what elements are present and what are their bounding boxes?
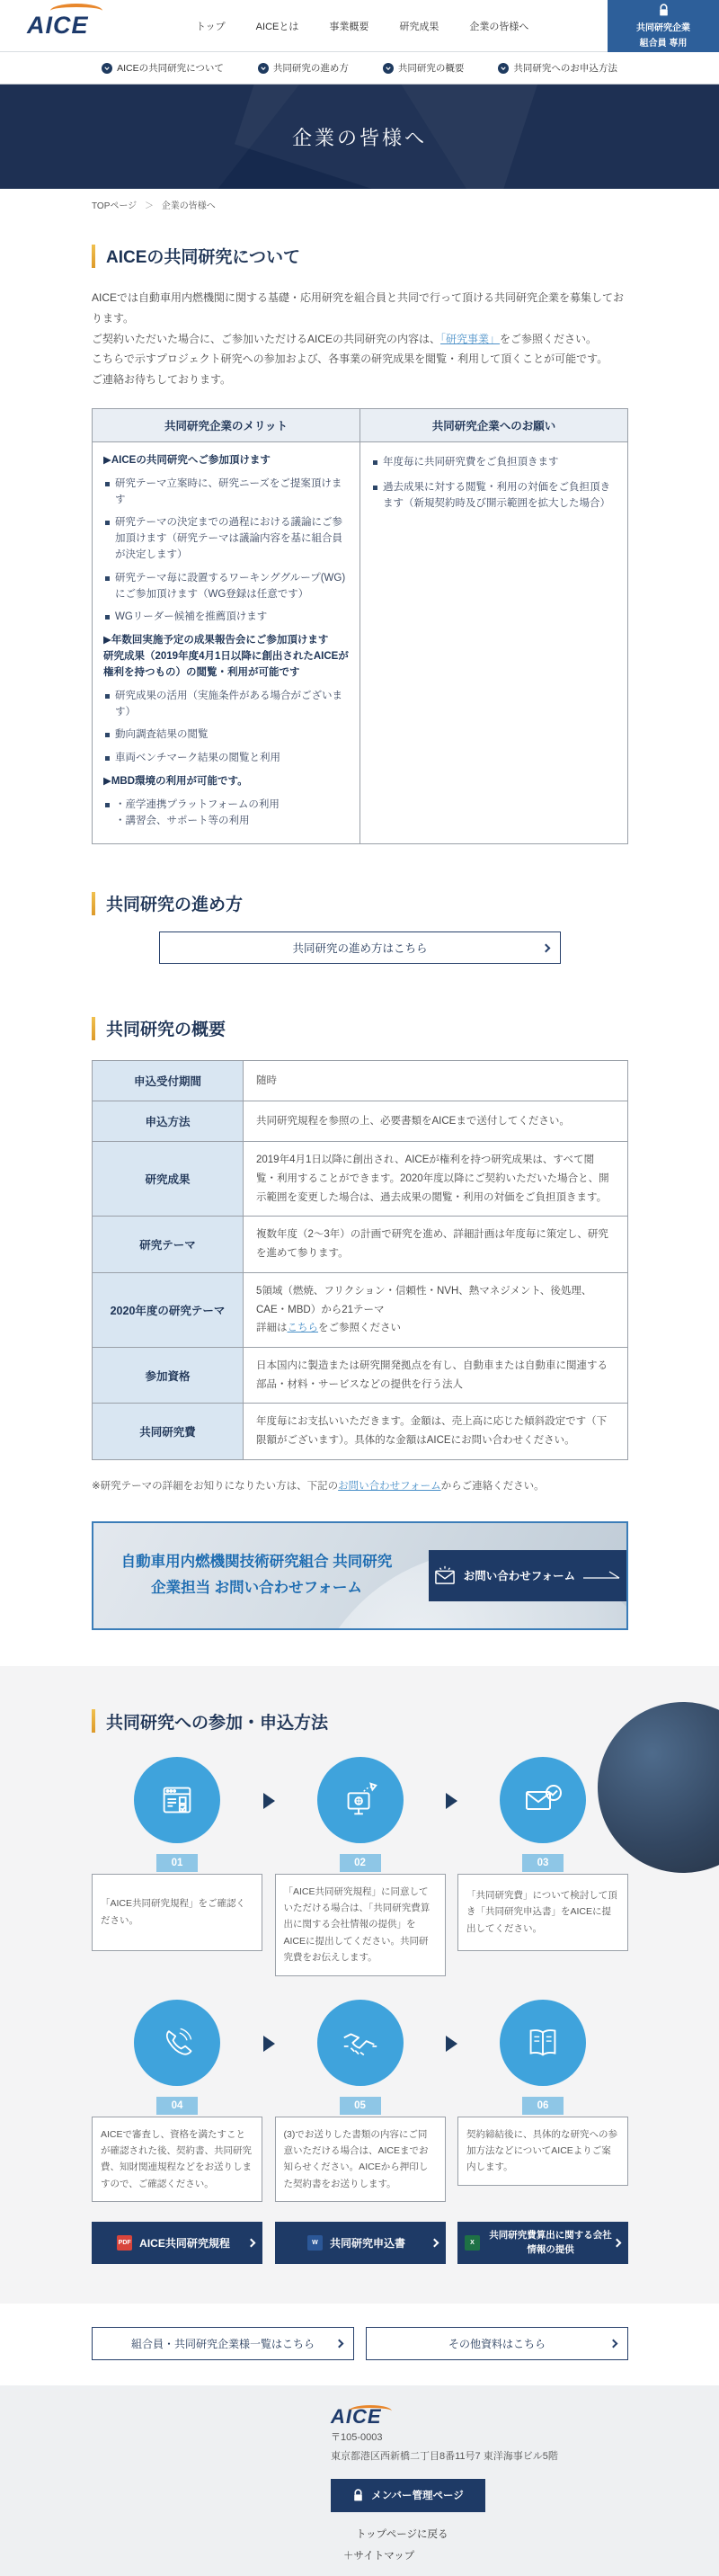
step-number: 04 <box>156 2097 198 2115</box>
nav-item-results[interactable]: 研究成果 <box>399 22 439 32</box>
step-badges-row1 <box>92 1854 628 1872</box>
circle-down-arrow-icon <box>102 63 112 74</box>
brand-name: AICE <box>27 12 89 39</box>
handshake-icon <box>340 2022 381 2063</box>
step-description: 「AICE共同研究規程」をご確認ください。 <box>92 1874 262 1951</box>
page-title: 企業の皆様へ <box>291 126 427 149</box>
breadcrumb-current: 企業の皆様へ <box>161 201 216 211</box>
row-value: 共同研究規程を参照の上、必要書類をAICEまで送付してください。 <box>244 1101 628 1142</box>
table-row <box>93 1404 628 1459</box>
document-check-icon <box>156 1779 198 1821</box>
nav-item-business[interactable]: 事業概要 <box>329 22 369 32</box>
step3-circle <box>500 1757 586 1843</box>
flow-arrow-icon <box>263 2036 275 2052</box>
process-detail-button[interactable]: 共同研究の進め方はこちら <box>159 931 561 964</box>
intro-line2: ご契約いただいた場合に、ご参加いただけるAICEの共同研究の内容は、「研究事業」をご参照ください。 <box>92 332 598 345</box>
step-description: 契約締結後に、具体的な研究への参加方法などについてAICEよりご案内します。 <box>457 2117 628 2186</box>
intro-line3: こちらで示すプロジェクト研究への参加および、各事業の研究成果を閲覧・利用して頂くことが可能です。 <box>92 352 608 366</box>
bottom-links <box>92 2327 628 2360</box>
table-row <box>93 1272 628 1347</box>
other-materials-button[interactable]: その他資料はこちら <box>366 2327 628 2360</box>
step-description: 「共同研究費」について検討して頂き「共同研究申込書」をAICEに提出してください。 <box>457 1874 628 1951</box>
merit-item: ▶AICEの共同研究へご参加頂けます <box>103 454 271 466</box>
step5-circle <box>317 2000 404 2086</box>
row-value: 年度毎にお支払いいただきます。金額は、売上高に応じた傾斜設定です（下限額がございます）。具体的な金額はAICEにお問い合わせください。 <box>244 1404 628 1459</box>
themes-line1: 5領域（燃焼、フリクション・信頼性・NVH、熱マネジメント、後処理、CAE・MBD）から21テーマ <box>256 1285 592 1315</box>
step4-circle <box>134 2000 220 2086</box>
mail-icon <box>434 1565 456 1585</box>
flow-arrow-icon <box>263 1793 275 1809</box>
section-title: 共同研究への参加・申込方法 <box>92 1709 628 1734</box>
lock-icon <box>658 4 670 17</box>
themes-detail-link[interactable]: こちら <box>287 1323 318 1334</box>
breadcrumb-separator: ＞ <box>144 201 154 211</box>
table-row <box>93 1347 628 1403</box>
contact-form-button[interactable]: お問い合わせフォーム <box>429 1550 626 1601</box>
merit-item: ▶年数回実施予定の成果報告会にご参加頂けます <box>103 635 329 646</box>
step-number: 05 <box>340 2097 381 2115</box>
merit-item: 車両ベンチマーク結果の閲覧と利用 <box>103 751 349 767</box>
merit-item: 研究成果（2019年度4月1日以降に創出されたAICEが権利を持つもの）の閲覧・利用が可能です <box>103 651 349 678</box>
step-number: 03 <box>522 1854 564 1872</box>
step-boxes-row1 <box>92 1874 628 1976</box>
breadcrumb <box>92 198 719 211</box>
open-book-icon <box>522 2022 564 2063</box>
step-number: 02 <box>340 1854 381 1872</box>
lock-icon <box>352 2489 364 2502</box>
row-label: 共同研究費 <box>93 1404 244 1459</box>
anchor-overview[interactable]: 共同研究の概要 <box>383 61 465 75</box>
contact-banner-title: 自動車用内燃機関技術研究組合 共同研究企業担当 お問い合わせフォーム <box>120 1554 393 1597</box>
request-item: 過去成果に対する閲覧・利用の対価をご負担頂きます（新規契約時及び開示範囲を拡大した場合） <box>371 480 617 513</box>
excel-file-icon: X <box>465 2235 480 2251</box>
footer-address <box>331 2429 719 2466</box>
merit-item: 動向調査結果の閲覧 <box>103 727 349 744</box>
merit-request-table <box>92 408 628 844</box>
table-row <box>93 1142 628 1217</box>
research-business-link[interactable]: 「研究事業」 <box>440 332 501 345</box>
download-buttons <box>92 2222 628 2264</box>
login-label-line1: 共同研究企業 <box>636 23 690 33</box>
step-circles-row2 <box>92 2000 628 2086</box>
login-label-line2: 組合員 専用 <box>639 39 688 49</box>
street-address: 東京都港区西新橋二丁目8番11号7 東洋海事ビル5階 <box>331 2450 558 2462</box>
step-description: (3)でお送りした書類の内容にご同意いただける場合は、AICEまでお知らせください。AICEから押印した契約書をお送りします。 <box>275 2117 446 2203</box>
intro-line1: AICEでは自動車用内燃機関に関する基礎・応用研究を組合員と共同で行って頂ける共同研究企業を募集しております。 <box>92 291 625 325</box>
section-process <box>92 891 628 964</box>
step2-circle <box>317 1757 404 1843</box>
merit-item: WGリーダー候補を推薦頂けます <box>103 610 349 626</box>
anchor-about-joint-research[interactable]: AICEの共同研究について <box>102 61 224 75</box>
step-description: AICEで審査し、資格を満たすことが確認された後、契約書、共同研究費、知財関連規程などをお送りしますので、ご確認ください。 <box>92 2117 262 2203</box>
circle-down-arrow-icon <box>383 63 394 74</box>
logo-arc-icon <box>349 2405 392 2417</box>
main-nav <box>196 0 528 52</box>
chevron-right-icon <box>247 2239 256 2248</box>
brand-logo[interactable] <box>27 12 110 40</box>
row-label: 参加資格 <box>93 1347 244 1403</box>
breadcrumb-home[interactable]: TOPページ <box>92 201 138 211</box>
postal-code: 〒105-0003 <box>331 2432 383 2444</box>
row-value <box>244 1272 628 1347</box>
site-header <box>0 0 719 52</box>
merit-item: 研究テーマ立案時に、研究ニーズをご提案頂けます <box>103 477 349 509</box>
merit-item: ・講習会、サポート等の利用 <box>115 815 250 826</box>
table-row <box>93 1061 628 1101</box>
footer-links <box>331 2527 719 2563</box>
chevron-right-icon <box>542 943 551 952</box>
pdf-file-icon: PDF <box>117 2235 132 2251</box>
about-intro <box>92 288 628 390</box>
back-to-top-link[interactable]: トップページに戻る <box>356 2528 448 2540</box>
row-label: 研究テーマ <box>93 1217 244 1272</box>
row-value: 2019年4月1日以降に創出され、AICEが権利を持つ研究成果は、すべて閲覧・利用することができます。2020年度以降にご契約いただいた場合と、開示範囲を変更した場合は、過去成果の閲覧・利用の対価をご負担頂きます。 <box>244 1142 628 1217</box>
nav-item-about-aice[interactable]: AICEとは <box>255 22 299 32</box>
sitemap-link[interactable]: ＋サイトマップ <box>343 2550 415 2562</box>
row-value: 複数年度（2～3年）の計画で研究を進め、詳細計画は年度毎に策定し、研究を進めて参ります。 <box>244 1217 628 1272</box>
contact-banner <box>92 1521 628 1630</box>
download-company-info-button[interactable]: X 共同研究費算出に関する会社情報の提供 <box>457 2222 628 2264</box>
nav-item-companies[interactable]: 企業の皆様へ <box>469 22 529 32</box>
step-number: 06 <box>522 2097 564 2115</box>
phone-icon <box>157 2023 197 2063</box>
download-application-button[interactable]: W 共同研究申込書 <box>275 2222 446 2264</box>
anchor-nav <box>0 52 719 85</box>
intro-line4: ご連絡お待ちしております。 <box>92 373 232 387</box>
footer-brand-logo[interactable] <box>331 2405 382 2429</box>
section-apply <box>0 1666 719 2304</box>
logo-arc-icon <box>50 4 102 18</box>
table-row <box>93 1101 628 1142</box>
section-about-joint-research <box>92 244 628 844</box>
step-boxes-row2 <box>92 2117 628 2203</box>
members-list-button[interactable]: 組合員・共同研究企業様一覧はこちら <box>92 2327 354 2360</box>
step-number: 01 <box>156 1854 198 1872</box>
monitor-send-icon <box>340 1779 381 1821</box>
circle-down-arrow-icon <box>258 63 269 74</box>
contact-form-link[interactable]: お問い合わせフォーム <box>338 1480 441 1492</box>
row-value: 随時 <box>244 1061 628 1101</box>
table-row <box>93 1217 628 1272</box>
row-label: 申込方法 <box>93 1101 244 1142</box>
step-badges-row2 <box>92 2097 628 2115</box>
themes-line2: 詳細はこちらをご参照ください <box>256 1323 401 1334</box>
circle-down-arrow-icon <box>498 63 509 74</box>
section-overview <box>92 1016 628 1629</box>
flow-arrow-icon <box>446 2036 457 2052</box>
brand-name: AICE <box>331 2405 382 2429</box>
download-regulations-button[interactable]: PDF AICE共同研究規程 <box>92 2222 262 2264</box>
merit-header: 共同研究企業のメリット <box>93 408 360 441</box>
chevron-right-icon <box>430 2239 439 2248</box>
section-title: 共同研究の概要 <box>92 1016 628 1040</box>
hero-banner <box>0 85 719 189</box>
request-cell <box>360 441 628 843</box>
chevron-right-icon <box>609 2340 618 2349</box>
row-label: 申込受付期間 <box>93 1061 244 1101</box>
nav-item-top[interactable]: トップ <box>196 22 226 32</box>
step-circles-row1 <box>92 1757 628 1843</box>
site-footer <box>0 2385 719 2576</box>
merit-item: ▶MBD環境の利用が可能です。 <box>103 775 248 787</box>
row-value: 日本国内に製造または研究開発拠点を有し、自動車または自動車に関連する部品・材料・サービスなどの提供を行う法人 <box>244 1347 628 1403</box>
step6-circle <box>500 2000 586 2086</box>
merit-cell <box>93 441 360 843</box>
anchor-apply[interactable]: 共同研究へのお申込方法 <box>498 61 617 75</box>
overview-note: ※研究テーマの詳細をお知りになりたい方は、下記のお問い合わせフォームからご連絡ください。 <box>92 1480 545 1492</box>
chevron-right-icon <box>335 2340 344 2349</box>
merit-item: ・産学連携プラットフォームの利用 <box>103 798 349 814</box>
member-login-button[interactable] <box>608 0 719 52</box>
member-admin-button[interactable]: メンバー管理ページ <box>331 2479 485 2512</box>
row-label: 2020年度の研究テーマ <box>93 1272 244 1347</box>
mail-check-icon <box>521 1778 564 1822</box>
chevron-right-icon <box>613 2239 622 2248</box>
merit-item: 研究成果の活用（実施条件がある場合がございます） <box>103 689 349 721</box>
flow-arrow-icon <box>446 1793 457 1809</box>
overview-table <box>92 1060 628 1459</box>
step-description: 「AICE共同研究規程」に同意していただける場合は、「共同研究費算出に関する会社情報の提供」をAICEに提出してください。共同研究費をお伝えします。 <box>275 1874 446 1976</box>
anchor-process[interactable]: 共同研究の進め方 <box>258 61 349 75</box>
request-header: 共同研究企業へのお願い <box>360 408 628 441</box>
section-title: AICEの共同研究について <box>92 244 628 268</box>
section-title: 共同研究の進め方 <box>92 891 628 915</box>
merit-item: 研究テーマの決定までの過程における議論にご参加頂けます（研究テーマは議論内容を基に組合員が決定します） <box>103 515 349 563</box>
step1-circle <box>134 1757 220 1843</box>
word-file-icon: W <box>307 2235 323 2251</box>
merit-item: 研究テーマ毎に設置するワーキンググループ(WG)にご参加頂けます（WG登録は任意です） <box>103 571 349 603</box>
long-arrow-icon <box>583 1571 621 1580</box>
request-item: 年度毎に共同研究費をご負担頂きます <box>371 455 617 471</box>
row-label: 研究成果 <box>93 1142 244 1217</box>
